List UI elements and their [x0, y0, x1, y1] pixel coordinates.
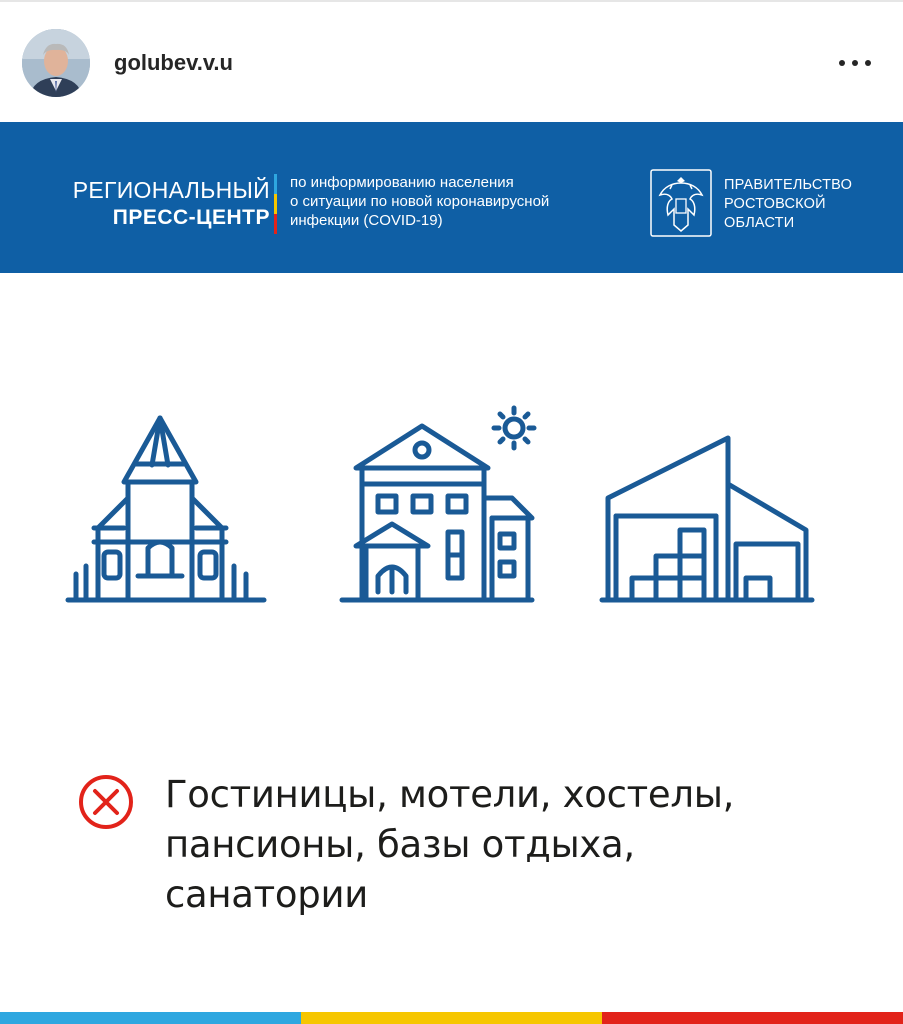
press-center-banner [0, 122, 903, 273]
post-header [0, 2, 903, 122]
banner-government-name [724, 176, 852, 233]
notice-text [165, 770, 845, 920]
more-dots-icon [852, 60, 858, 66]
footer-stripe-blue [0, 1012, 301, 1024]
coat-of-arms-icon [650, 169, 712, 237]
warehouse-building-icon [602, 438, 812, 600]
government-line: ОБЛАСТИ [724, 215, 795, 231]
more-options-button[interactable] [830, 42, 880, 82]
church-building-icon [68, 418, 264, 600]
username[interactable]: golubev.v.u [114, 50, 233, 75]
banner-description [290, 173, 630, 230]
prohibited-x-icon [78, 774, 134, 830]
building-icons-row [0, 400, 903, 620]
government-line: ПРАВИТЕЛЬСТВО [724, 177, 853, 193]
footer-stripe-red [602, 1012, 903, 1024]
banner-description-line: о ситуации по новой коронавирусной [290, 193, 550, 210]
notice-line: Гостиницы, мотели, хостелы, [165, 773, 735, 816]
notice-line: санатории [165, 873, 368, 916]
avatar[interactable] [22, 29, 90, 97]
hotel-building-icon [342, 408, 534, 600]
more-dots-icon [839, 60, 845, 66]
notice-line: пансионы, базы отдыха, [165, 823, 635, 866]
banner-description-line: инфекции (COVID-19) [290, 212, 443, 229]
banner-title-line2: ПРЕСС-ЦЕНТР [112, 206, 270, 229]
banner-description-line: по информированию населения [290, 174, 514, 191]
banner-title-line1: РЕГИОНАЛЬНЫЙ [72, 177, 270, 203]
footer-stripe-yellow [301, 1012, 602, 1024]
more-dots-icon [865, 60, 871, 66]
avatar-photo-icon [22, 29, 90, 97]
banner-color-divider [274, 174, 277, 234]
government-line: РОСТОВСКОЙ [724, 196, 826, 212]
